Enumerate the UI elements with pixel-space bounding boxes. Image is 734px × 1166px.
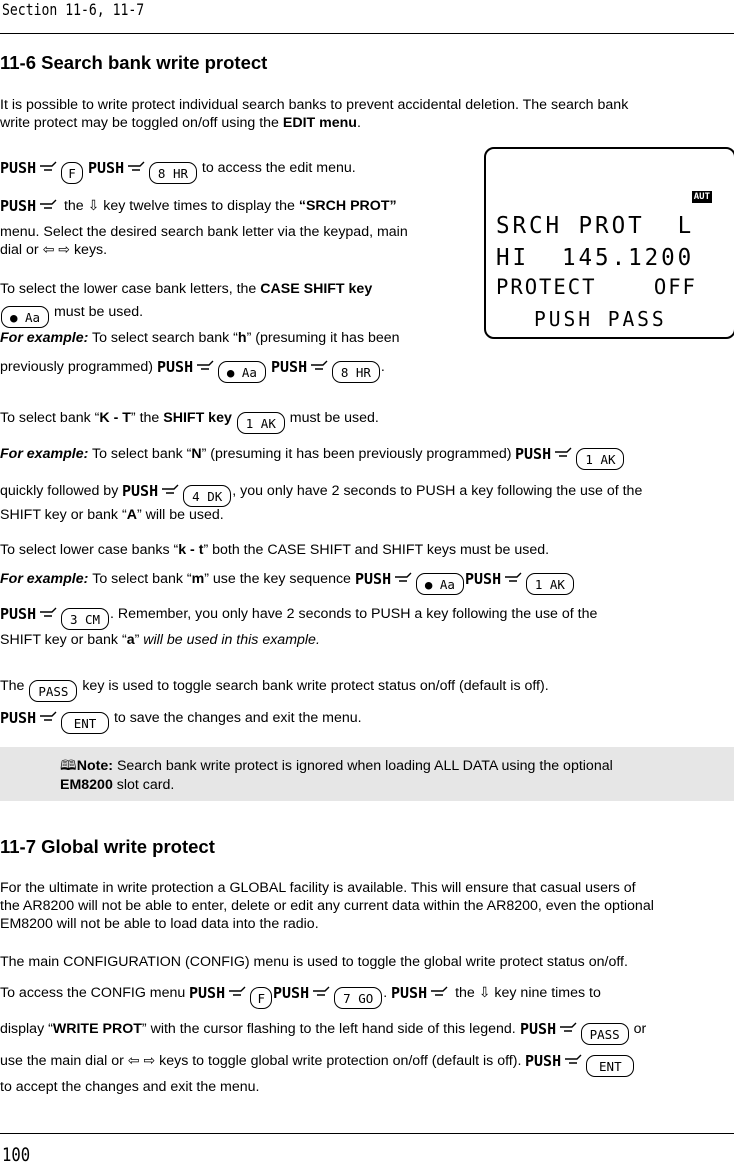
case-shift-key: ● Aa — [218, 361, 266, 383]
push-text: PUSH — [0, 159, 37, 176]
push-text: PUSH — [273, 984, 310, 1001]
left-arrow-icon: ⇦ — [42, 242, 55, 258]
pass-key: PASS — [29, 680, 77, 702]
display-text: display “ — [0, 1021, 53, 1037]
intro-paragraph — [0, 96, 628, 132]
bank-a: a — [126, 632, 135, 648]
config-access-text: To access the CONFIG menu — [0, 985, 190, 1001]
ent-key: ENT — [61, 712, 109, 734]
nine-times-text: key nine times to — [490, 985, 601, 1001]
for-example-label: For example: — [0, 330, 89, 346]
push-finger-icon — [515, 444, 573, 462]
two-seconds-text: , you only have 2 seconds to PUSH a key following the use of the — [232, 483, 643, 499]
bank-kt-range: K - T — [99, 410, 131, 426]
lcd-line-4: PUSH PASS — [534, 307, 667, 331]
for-example-label: For example: — [0, 571, 93, 587]
toggle-global-text: keys to toggle global write protection on/off (default is off). — [155, 1053, 526, 1069]
lower-case-instruction — [0, 280, 372, 298]
will-be-used-italic: will be used in this example. — [143, 632, 320, 648]
example-2-cont — [0, 481, 642, 507]
push-finger-icon — [0, 604, 58, 622]
intro-line-2: write protect may be toggled on/off using the — [0, 115, 283, 131]
shift-1ak-key: 1 AK — [526, 573, 574, 595]
heading-11-7: 11-7 Global write protect — [0, 836, 215, 857]
write-prot-term: WRITE PROT — [52, 1021, 142, 1037]
bank-kt-text: To select bank “ — [0, 410, 100, 426]
lcd-line-1: SRCH PROT L — [496, 213, 695, 239]
example-1 — [0, 329, 400, 347]
step-access-edit — [0, 158, 356, 184]
push-text: PUSH — [156, 358, 194, 375]
push-finger-icon — [273, 983, 331, 1001]
push-text: PUSH — [0, 605, 37, 622]
lower-case-text: To select the lower case bank letters, the — [0, 281, 261, 297]
case-shift-must-be-used — [0, 303, 143, 328]
example-3 — [0, 569, 575, 595]
push-finger-icon — [271, 357, 329, 375]
push-text: PUSH — [189, 984, 226, 1001]
main-dial-instruction — [0, 1051, 635, 1077]
example-2-text-b: ” (presuming it has been previously programmed) — [201, 446, 516, 462]
note-text-1: Search bank write protect is ignored when loading ALL DATA using the optional — [113, 758, 613, 774]
main-dial-text: use the main dial or — [0, 1053, 128, 1069]
footer-rule — [0, 1133, 734, 1134]
quickly-followed-text: quickly followed by — [0, 483, 123, 499]
push-text: PUSH — [122, 482, 159, 499]
intro-line-1: It is possible to write protect individual search banks to prevent accidental deletion. The search bank — [0, 97, 629, 113]
config-menu-text: The main CONFIGURATION (CONFIG) menu is used to toggle the global write protect status on/off. — [0, 954, 628, 970]
down-arrow-icon: ⇩ — [87, 198, 100, 214]
note-text — [60, 757, 613, 795]
push-finger-icon — [355, 569, 413, 587]
bank-h: h — [237, 330, 247, 346]
em8200-term: EM8200 — [60, 777, 113, 793]
will-be-used-text: ” will be used. — [136, 507, 224, 523]
push-text: PUSH — [0, 709, 37, 726]
for-example-label: For example: — [0, 446, 89, 462]
bank-kt-text-b: ” the — [130, 410, 164, 426]
bank-kt-instruction — [0, 409, 379, 434]
example-1-text-b: ” (presuming it has been — [246, 330, 400, 346]
must-be-used-text: must be used. — [50, 304, 144, 320]
lower-kt-text-b: ” both the CASE SHIFT and SHIFT keys must be used. — [203, 542, 550, 558]
keys-text: keys. — [70, 242, 108, 258]
push-text: PUSH — [515, 445, 552, 462]
save-text: to save the changes and exit the menu. — [110, 710, 362, 726]
menu-select-line: menu. Select the desired search bank letter via the keypad, main — [0, 224, 408, 240]
the-text: The — [0, 678, 29, 694]
push-finger-icon — [0, 158, 58, 176]
page-number: 100 — [2, 1144, 31, 1166]
4dk-key: 4 DK — [183, 485, 231, 507]
example-2-text: To select bank “ — [88, 446, 192, 462]
note-box — [0, 747, 734, 801]
the-text: the — [60, 198, 88, 214]
remember-text: . Remember, you only have 2 seconds to PUSH a key following the use of the — [110, 606, 598, 622]
lower-kt-instruction — [0, 541, 549, 559]
right-arrow-icon: ⇨ — [58, 242, 71, 258]
or-text: or — [629, 1021, 647, 1037]
accept-changes-text: to accept the changes and exit the menu. — [0, 1079, 260, 1095]
lower-kt-range: k - t — [178, 542, 204, 558]
example-2-end — [0, 506, 224, 524]
push-finger-icon — [0, 708, 58, 726]
global-line-3: EM8200 will not be able to load data into the radio. — [0, 916, 319, 932]
shift-1ak-key: 1 AK — [576, 448, 624, 470]
note-icon: 🕮 — [60, 758, 77, 774]
quote-text: ” — [134, 632, 144, 648]
header-rule — [0, 33, 734, 34]
push-finger-icon — [520, 1019, 578, 1037]
must-be-used-text: must be used. — [285, 410, 379, 426]
push-text: PUSH — [87, 159, 125, 176]
heading-11-6: 11-6 Search bank write protect — [0, 52, 268, 73]
8hr-key: 8 HR — [149, 162, 197, 184]
push-finger-icon — [88, 158, 146, 176]
select-bank-text — [0, 223, 408, 259]
shift-or-bank-text: SHIFT key or bank “ — [0, 507, 127, 523]
push-finger-icon — [122, 481, 180, 499]
f-key: F — [61, 162, 83, 184]
cursor-flashing-text: ” with the cursor flashing to the left hand side of this legend. — [141, 1021, 520, 1037]
write-prot-display — [0, 1019, 646, 1045]
right-arrow-icon: ⇨ — [143, 1053, 156, 1069]
f-key: F — [250, 987, 272, 1009]
pass-key-text: key is used to toggle search bank write protect status on/off (default is off). — [78, 678, 549, 694]
3cm-key: 3 CM — [61, 608, 109, 630]
pass-key: PASS — [581, 1023, 629, 1045]
push-finger-icon — [525, 1051, 583, 1069]
pass-key-instruction — [0, 677, 549, 702]
shift-1ak-key: 1 AK — [237, 412, 285, 434]
lcd-line-3: PROTECT OFF — [496, 275, 697, 299]
example-3-text: To select bank “ — [92, 571, 192, 587]
section-header: Section 11-6, 11-7 — [2, 0, 145, 19]
push-text: PUSH — [391, 984, 428, 1001]
left-arrow-icon: ⇦ — [127, 1053, 140, 1069]
push-text: PUSH — [270, 358, 307, 375]
dial-or-text: dial or — [0, 242, 43, 258]
lcd-display — [484, 147, 734, 339]
case-shift-key: ● Aa — [416, 573, 464, 595]
note-label: Note: — [76, 758, 113, 774]
bank-m: m — [191, 571, 205, 587]
global-paragraph — [0, 879, 654, 933]
global-line-2: the AR8200 will not be able to enter, delete or edit any current data within the AR8200, even the optional — [0, 898, 654, 914]
push-text: PUSH — [0, 197, 37, 214]
key-sequence-text: ” use the key sequence — [204, 571, 355, 587]
srch-prot-term: “SRCH PROT” — [298, 198, 397, 214]
example-1-sequence: previously programmed) PUSH ● Aa PUSH 8 HR . — [0, 357, 385, 383]
push-finger-icon — [465, 569, 523, 587]
push-finger-icon — [391, 983, 449, 1001]
push-finger-icon — [189, 983, 247, 1001]
ent-key: ENT — [586, 1055, 634, 1077]
previously-programmed-text: previously programmed) — [0, 359, 157, 375]
note-text-2: slot card. — [112, 777, 175, 793]
8hr-key: 8 HR — [332, 361, 380, 383]
twelve-text: key twelve times to display the — [99, 198, 299, 214]
push-text: PUSH — [525, 1052, 562, 1069]
aut-badge: AUT — [693, 192, 710, 202]
shift-or-bank-text: SHIFT key or bank “ — [0, 632, 127, 648]
edit-menu-term: EDIT menu — [282, 115, 357, 131]
bank-A: A — [126, 507, 137, 523]
example-2 — [0, 444, 625, 470]
config-access — [0, 983, 601, 1009]
global-line-1: For the ultimate in write protection a GLOBAL facility is available. This will ensure that casual users of — [0, 880, 636, 896]
step-display-srch-prot — [0, 196, 470, 215]
access-text: to access the edit menu. — [197, 160, 356, 176]
example-1-text: To select search bank “ — [88, 330, 238, 346]
intro-period: . — [356, 115, 361, 131]
example-3-end — [0, 631, 320, 649]
save-instruction — [0, 708, 362, 734]
push-finger-icon — [0, 196, 58, 214]
case-shift-key-term: CASE SHIFT key — [260, 281, 373, 297]
push-text: PUSH — [519, 1020, 556, 1037]
push-text: PUSH — [354, 570, 392, 587]
example-3-cont — [0, 604, 597, 630]
7go-key: 7 GO — [334, 987, 382, 1009]
shift-key-term: SHIFT key — [163, 410, 232, 426]
bank-N: N — [191, 446, 202, 462]
push-text: PUSH — [464, 570, 502, 587]
period-text: . — [383, 985, 392, 1001]
down-arrow-icon: ⇩ — [478, 985, 491, 1001]
case-shift-key: ● Aa — [1, 306, 49, 328]
lower-kt-text: To select lower case banks “ — [0, 542, 179, 558]
lcd-line-2: HI 145.1200 — [496, 245, 695, 271]
the-text: the — [451, 985, 479, 1001]
push-finger-icon — [157, 357, 215, 375]
